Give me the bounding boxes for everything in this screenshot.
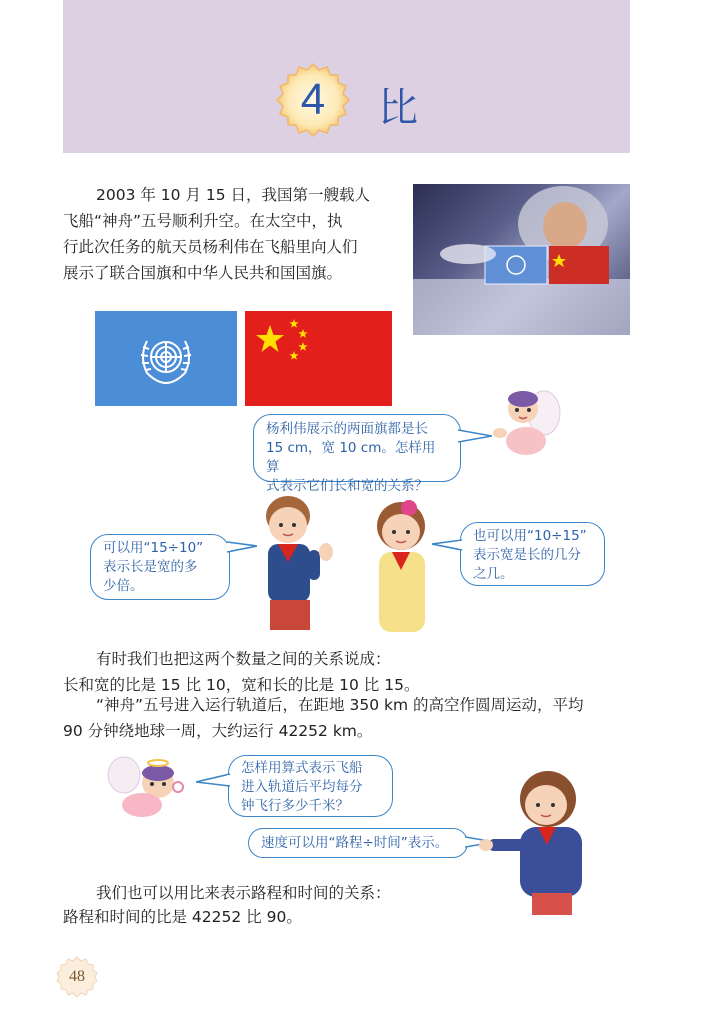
girl-illustration [478,765,603,917]
bubble-tail [227,538,257,556]
boy-illustration [248,492,340,632]
china-flag [245,311,392,406]
bubble-line: 速度可以用“路程÷时间”表示。 [261,835,449,851]
bubble-line: 表示长是宽的多 [103,559,198,575]
bubble-line: 钟飞行多少千米？ [241,798,349,814]
bubble-tail [432,536,462,554]
intro-line: 展示了联合国旗和中华人民共和国国旗。 [63,264,343,282]
body-line: 90 分钟绕地球一周，大约运行 42252 km。 [63,722,373,740]
speech-bubble [228,755,393,817]
intro-line: 2003 年 10 月 15 日，我国第一艘载人 [96,186,371,204]
bubble-line: 式表示它们长和宽的关系？ [266,478,428,494]
un-flag [95,311,237,406]
bubble-line: 之几。 [473,566,514,582]
body-line: 有时我们也把这两个数量之间的关系说成： [96,650,391,668]
body-line: “神舟”五号进入运行轨道后，在距地 350 km 的高空作圆周运动，平均 [96,696,584,714]
speech-bubble [460,522,605,586]
bubble-line: 怎样用算式表示飞船 [241,760,363,776]
speech-bubble [253,414,461,494]
speech-bubble [90,534,230,600]
intro-line: 行此次任务的航天员杨利伟在飞船里向人们 [63,238,358,256]
bubble-tail [458,426,492,446]
bubble-line: 表示宽是长的几分 [473,547,581,563]
girl-illustration [365,498,440,634]
bubble-line: 少倍。 [103,578,144,594]
bubble-line: 可以用“15÷10” [103,540,204,556]
astronaut-photo [413,184,630,335]
angel-illustration [488,383,564,463]
lesson-number: 4 [300,75,326,124]
page-number: 48 [69,968,85,985]
bubble-line: 进入轨道后平均每分 [241,779,363,795]
bubble-line: 也可以用“10÷15” [473,528,587,544]
speech-bubble [248,828,468,858]
bubble-line: 15 cm，宽 10 cm。怎样用算 [266,440,436,475]
closing-line: 路程和时间的比是 42252 比 90。 [63,908,302,926]
bubble-tail [196,770,230,790]
closing-line: 我们也可以用比来表示路程和时间的关系： [96,884,391,902]
page-title: 比 [378,85,418,131]
angel-illustration [102,755,184,821]
intro-line: 飞船“神舟”五号顺利升空。在太空中，执 [63,212,343,230]
body-line: 长和宽的比是 15 比 10，宽和长的比是 10 比 15。 [63,676,420,694]
bubble-line: 杨利伟展示的两面旗都是长 [266,421,428,437]
